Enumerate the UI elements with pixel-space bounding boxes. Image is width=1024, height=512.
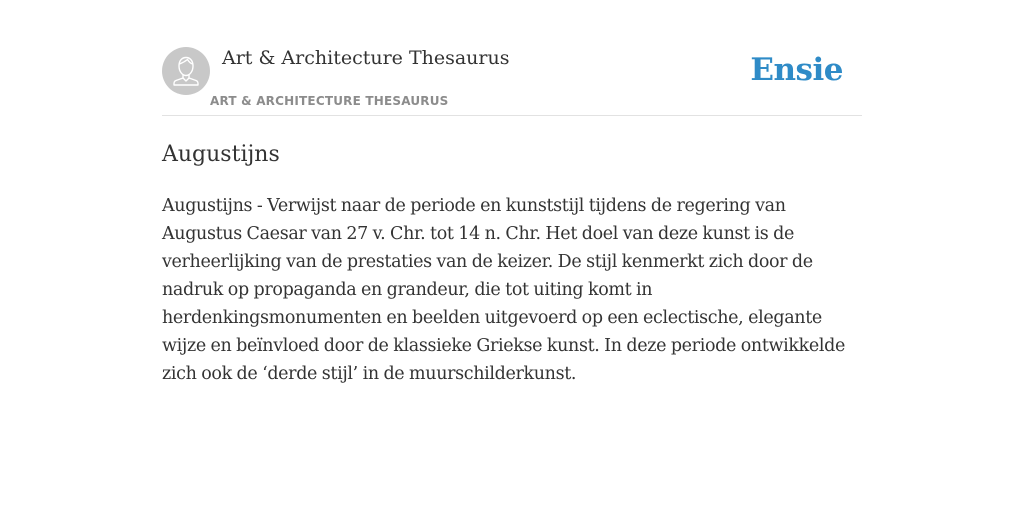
article-header <box>162 0 862 116</box>
article-title: Augustijns <box>162 142 280 167</box>
author-name[interactable]: Art & Architecture Thesaurus <box>222 47 510 69</box>
article-body: Augustijns - Verwijst naar de periode en kunststijl tijdens de regering van Augustus Caesar van 27 v. Chr. tot 14 n. Chr. Het doel van deze kunst is de verheerlijking van de prestaties van de keizer. De stijl kenmerkt zich door de nadruk op propaganda en grandeur, die tot uiting komt in herdenkingsmonumenten en beelden uitgevoerd op een eclectische, elegante wijze en beïnvloed door de klassieke Griekse kunst. In deze periode ontwikkelde zich ook de ‘derde stijl’ in de muurschilderkunst. <box>162 196 845 384</box>
page <box>162 0 862 512</box>
user-icon <box>162 47 210 95</box>
source-label[interactable]: ART & ARCHITECTURE THESAURUS <box>210 94 449 108</box>
brand-logo[interactable]: Ensie <box>750 52 843 88</box>
avatar[interactable] <box>162 47 210 95</box>
